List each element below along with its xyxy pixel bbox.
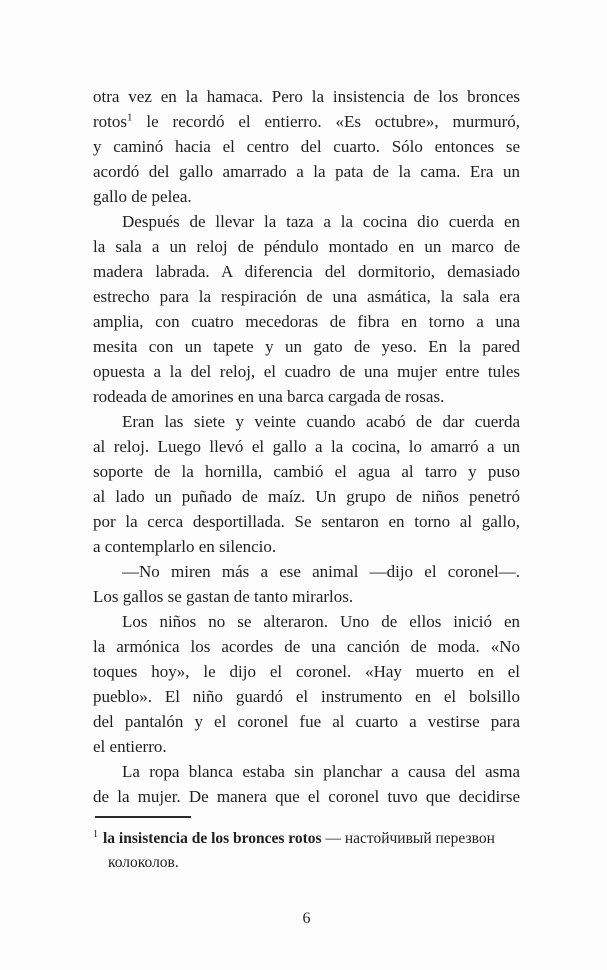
paragraph — [93, 609, 520, 759]
paragraph — [93, 409, 520, 559]
footnote-separator-rule — [95, 816, 191, 818]
text-line: del pantalón y el coronel fue al cuarto a vestirse para — [93, 712, 520, 731]
text-line: madera labrada. A diferencia del dormitorio, demasiado — [93, 262, 520, 281]
paragraph-dialogue — [93, 559, 520, 609]
footnote-term: la insistencia de los bronces rotos — [103, 830, 322, 847]
text-line: amplia, con cuatro mecedoras de fibra en torno a una — [93, 312, 520, 331]
text-line: mesita con un tapete y un gato de yeso. En la pared — [93, 337, 520, 356]
text-line: toques hoy», le dijo el coronel. «Hay muerto en el — [93, 662, 520, 681]
text-line: la sala a un reloj de péndulo montado en un marco de — [93, 237, 520, 256]
footnote-reference-superscript: 1 — [127, 111, 133, 124]
text-line: Los gallos se gastan de tanto mirarlos. — [93, 587, 354, 606]
text-line: la armónica los acordes de una canción de moda. «No — [93, 637, 520, 656]
text-line: al lado un puñado de maíz. Un grupo de niños penetró — [93, 487, 520, 506]
text-line: La ropa blanca estaba sin planchar a causa del asma — [122, 762, 520, 781]
text-line: acordó del gallo amarrado a la pata de la cama. Era un — [93, 162, 520, 181]
page-number: 6 — [302, 910, 311, 927]
text-line: Después de llevar la taza a la cocina dio cuerda en — [122, 212, 520, 231]
text-line: y caminó hacia el centro del cuarto. Sólo entonces se — [93, 137, 520, 156]
text-block — [93, 84, 520, 809]
text-line: estrecho para la respiración de una asmática, la sala era — [93, 287, 520, 306]
text-line: soporte de la hornilla, cambió el agua al tarro y puso — [93, 462, 520, 481]
text-segment: rotos — [93, 112, 127, 131]
footnote-definition: — настойчивый перезвон — [321, 830, 495, 847]
text-line: por la cerca desportillada. Se sentaron en torno al gallo, — [93, 512, 520, 531]
text-segment: le recordó el entierro. «Es octubre», murmuró, — [132, 112, 520, 131]
text-line: Los niños no se alteraron. Uno de ellos inició en — [122, 612, 520, 631]
footnote-line: колоколов. — [108, 854, 179, 871]
text-line: pueblo». El niño guardó el instrumento en el bolsillo — [93, 687, 520, 706]
text-line: el entierro. — [93, 737, 167, 756]
text-line: rodeada de amorines en una barca cargada de rosas. — [93, 387, 445, 406]
text-line: a contemplarlo en silencio. — [93, 537, 277, 556]
text-line: otra vez en la hamaca. Pero la insistencia de los bronces — [93, 87, 520, 106]
paragraph — [93, 84, 520, 209]
text-line — [93, 109, 520, 134]
text-line: —No miren más a ese animal —dijo el coronel—. — [122, 562, 520, 581]
footnote — [93, 827, 520, 875]
text-line: gallo de pelea. — [93, 187, 192, 206]
text-line: al reloj. Luego llevó el gallo a la cocina, lo amarró a un — [93, 437, 520, 456]
text-line: Eran las siete y veinte cuando acabó de dar cuerda — [122, 412, 520, 431]
paragraph — [93, 759, 520, 809]
paragraph — [93, 209, 520, 409]
footnote-line — [93, 827, 520, 851]
footnote-marker: 1 — [93, 828, 98, 840]
text-line: opuesta a la del reloj, el cuadro de una mujer entre tules — [93, 362, 520, 381]
text-line: de la mujer. De manera que el coronel tuvo que decidirse — [93, 787, 520, 806]
